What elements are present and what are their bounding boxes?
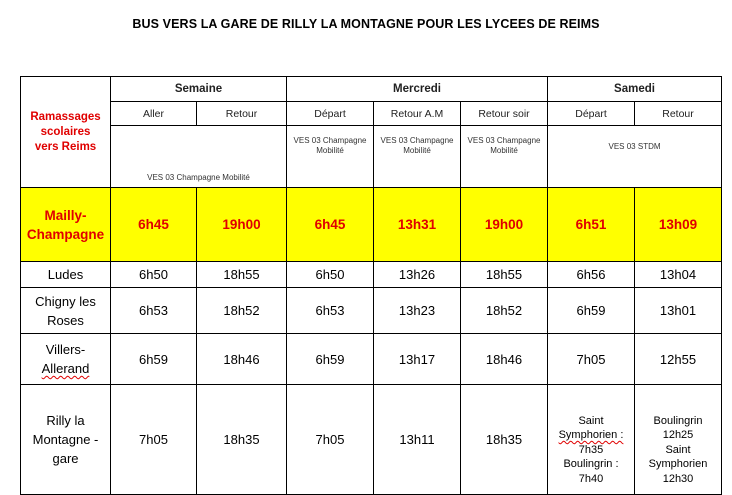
corner-label-line: scolaires xyxy=(40,125,91,138)
header-row-operators xyxy=(21,126,722,188)
detail-line: Saint xyxy=(578,414,604,427)
stop-name-line: Montagne - xyxy=(32,432,99,447)
time-cell: 6h56 xyxy=(548,262,635,288)
detail-line: 12h25 xyxy=(662,429,694,441)
column-header: Retour soir xyxy=(461,102,548,126)
bus-schedule-table xyxy=(20,76,722,495)
detail-line: 7h35 xyxy=(578,443,604,456)
group-header-semaine: Semaine xyxy=(111,77,287,102)
stop-name xyxy=(21,334,111,385)
time-cell: 13h09 xyxy=(635,188,722,262)
time-cell: 18h46 xyxy=(461,334,548,385)
stop-name-line: Champagne xyxy=(26,226,105,242)
time-cell: 18h52 xyxy=(197,288,287,334)
time-cell: 18h52 xyxy=(461,288,548,334)
corner-label-line: Ramassages xyxy=(30,110,101,123)
stop-name-line: Chigny les xyxy=(35,293,96,309)
table-row xyxy=(21,262,722,288)
table-row xyxy=(21,288,722,334)
detail-line: Boulingrin : xyxy=(563,458,619,470)
operator-note-samedi: VES 03 STDM xyxy=(548,126,722,188)
time-cell: 19h00 xyxy=(197,188,287,262)
column-header: Retour xyxy=(635,102,722,126)
detail-line: Symphorien xyxy=(648,458,708,470)
stop-name xyxy=(21,262,111,288)
time-cell: 6h45 xyxy=(287,188,374,262)
group-header-samedi: Samedi xyxy=(548,77,722,102)
time-cell: 13h01 xyxy=(635,288,722,334)
spellcheck-underlined-word: Allerand xyxy=(41,361,90,376)
detail-line xyxy=(548,428,634,443)
time-cell: 18h55 xyxy=(461,262,548,288)
time-cell: 6h53 xyxy=(287,288,374,334)
time-cell: 13h23 xyxy=(374,288,461,334)
column-header: Départ xyxy=(287,102,374,126)
time-cell: 13h26 xyxy=(374,262,461,288)
time-cell: 18h46 xyxy=(197,334,287,385)
time-cell: 6h50 xyxy=(287,262,374,288)
detail-line: 12h30 xyxy=(662,472,694,485)
time-cell: 19h00 xyxy=(461,188,548,262)
time-cell: 7h05 xyxy=(111,385,197,495)
column-header: Retour xyxy=(197,102,287,126)
time-cell: 18h35 xyxy=(461,385,548,495)
time-cell: 7h05 xyxy=(548,334,635,385)
operator-note-mercredi-retour-am: VES 03 Champagne Mobilité xyxy=(374,126,461,188)
corner-label-line: vers Reims xyxy=(34,140,97,153)
stop-name-line: Ludes xyxy=(47,267,84,282)
spellcheck-underlined-word: Symphorien : xyxy=(558,429,624,441)
time-cell: 18h35 xyxy=(197,385,287,495)
samedi-retour-detail xyxy=(635,385,722,495)
time-cell: 6h45 xyxy=(111,188,197,262)
detail-line: Saint xyxy=(665,443,691,456)
group-header-mercredi: Mercredi xyxy=(287,77,548,102)
time-cell: 6h51 xyxy=(548,188,635,262)
stop-name-line: Mailly- xyxy=(44,207,87,223)
column-header: Retour A.M xyxy=(374,102,461,126)
page-title: BUS VERS LA GARE DE RILLY LA MONTAGNE POUR LES LYCEES DE REIMS xyxy=(132,17,600,31)
operator-note-mercredi-depart: VES 03 Champagne Mobilité xyxy=(287,126,374,188)
table-row xyxy=(21,188,722,262)
stop-name-line xyxy=(21,359,110,378)
time-cell: 6h59 xyxy=(548,288,635,334)
operator-note-mercredi-retour-soir: VES 03 Champagne Mobilité xyxy=(461,126,548,188)
time-cell: 6h59 xyxy=(111,334,197,385)
time-cell: 13h11 xyxy=(374,385,461,495)
detail-line: Boulingrin xyxy=(653,414,703,427)
header-row-groups xyxy=(21,77,722,102)
stop-name-line: Rilly la xyxy=(46,413,85,428)
time-cell: 6h53 xyxy=(111,288,197,334)
time-cell: 13h17 xyxy=(374,334,461,385)
time-cell: 6h59 xyxy=(287,334,374,385)
time-cell: 13h04 xyxy=(635,262,722,288)
time-cell: 13h31 xyxy=(374,188,461,262)
column-header: Aller xyxy=(111,102,197,126)
stop-name xyxy=(21,385,111,495)
column-header: Départ xyxy=(548,102,635,126)
table-row xyxy=(21,385,722,495)
stop-name-line: Roses xyxy=(47,312,84,328)
samedi-depart-detail xyxy=(548,385,635,495)
stop-name xyxy=(21,288,111,334)
detail-line: 7h40 xyxy=(578,472,604,485)
time-cell: 7h05 xyxy=(287,385,374,495)
stop-name xyxy=(21,188,111,262)
stop-name-line: gare xyxy=(52,451,79,466)
corner-cell xyxy=(21,77,111,188)
table-row xyxy=(21,334,722,385)
stop-name-line: Villers- xyxy=(45,342,86,357)
header-row-columns xyxy=(21,102,722,126)
time-cell: 6h50 xyxy=(111,262,197,288)
time-cell: 18h55 xyxy=(197,262,287,288)
operator-note-semaine: VES 03 Champagne Mobilité xyxy=(111,126,287,188)
time-cell: 12h55 xyxy=(635,334,722,385)
